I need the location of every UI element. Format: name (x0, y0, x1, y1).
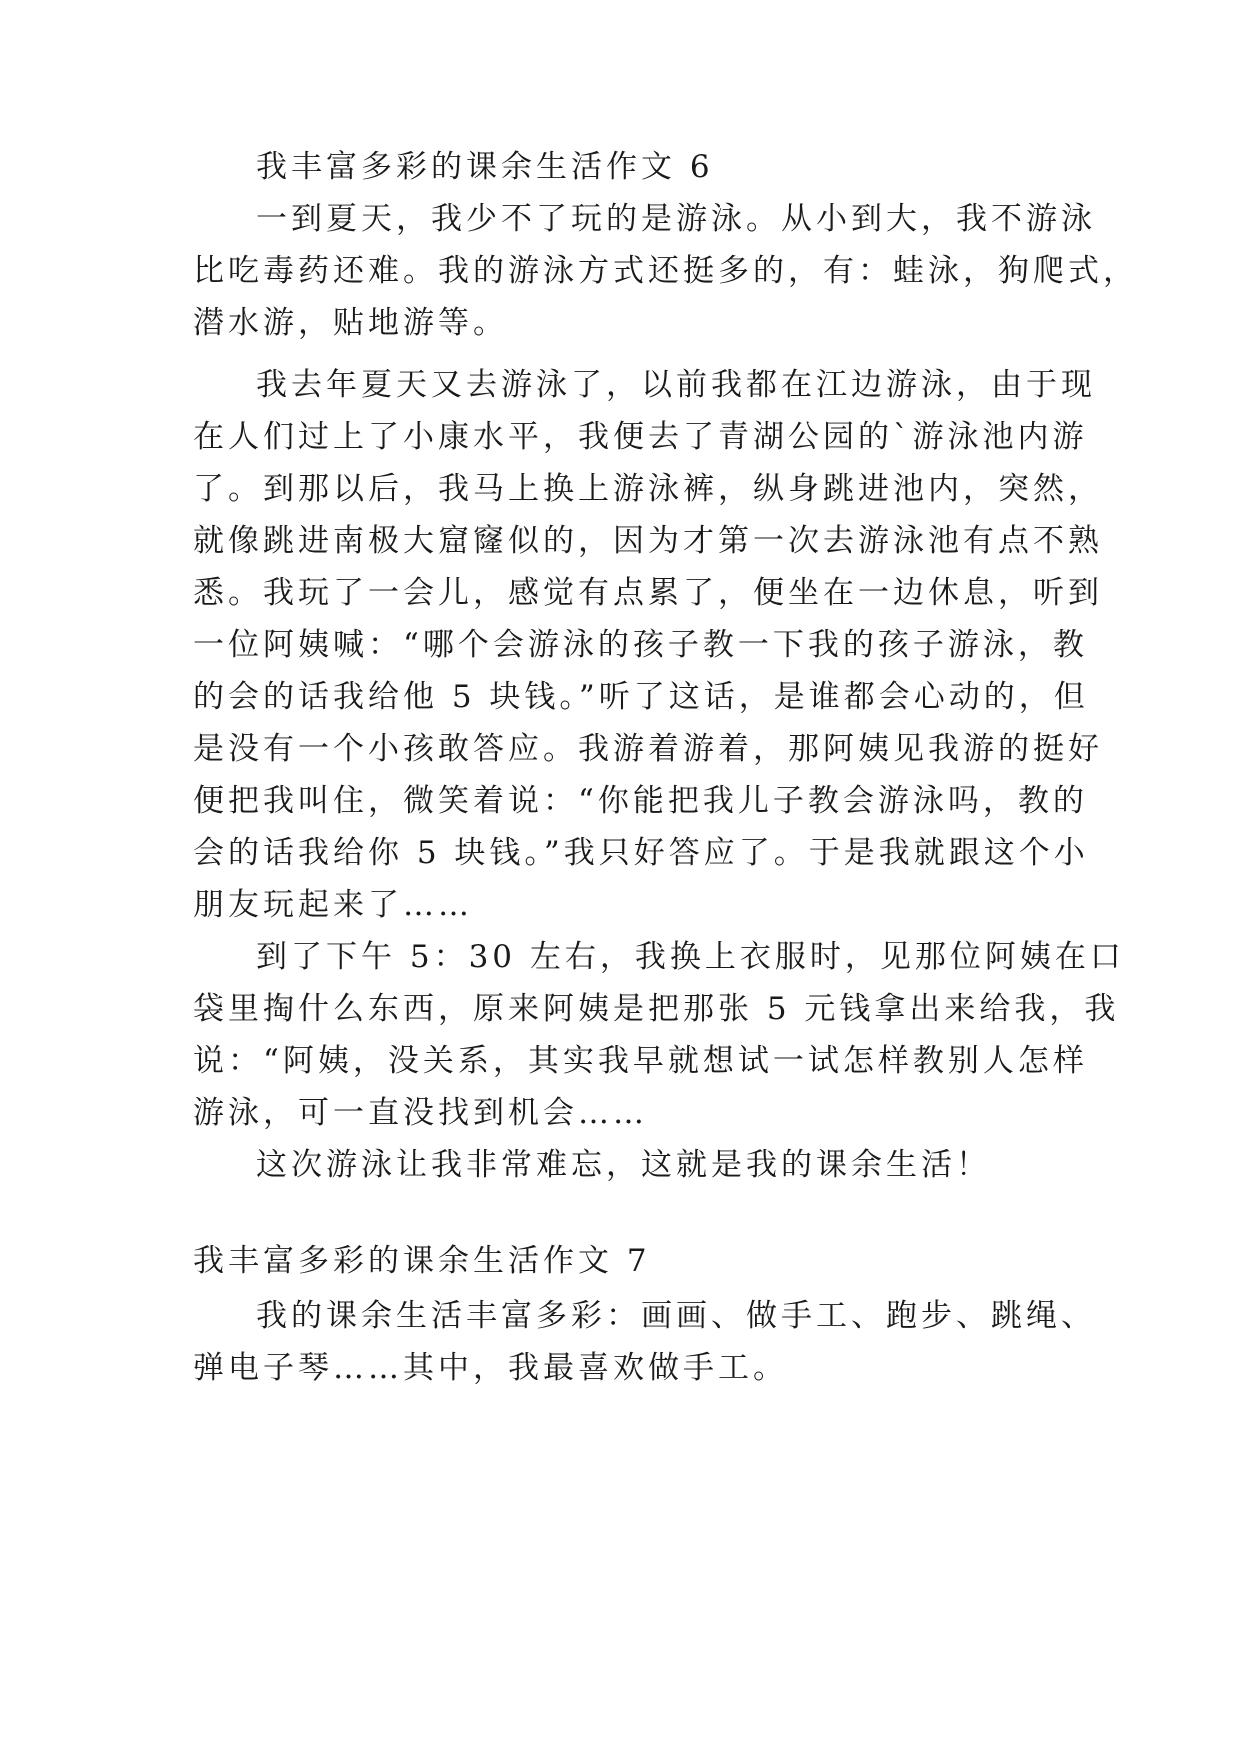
text-line: 就像跳进南极大窟窿似的，因为才第一次去游泳池有点不熟 (193, 523, 1103, 559)
text-line: 袋里掏什么东西，原来阿姨是把那张 5 元钱拿出来给我，我 (193, 991, 1120, 1027)
text-line: 一到夏天，我少不了玩的是游泳。从小到大，我不游泳 (256, 201, 1096, 237)
text-line: 一位阿姨喊：“哪个会游泳的孩子教一下我的孩子游泳，教 (193, 627, 1088, 663)
text-line: 在人们过上了小康水平，我便去了青湖公园的`游泳池内游 (193, 419, 1088, 455)
text-line: 悉。我玩了一会儿，感觉有点累了，便坐在一边休息，听到 (193, 575, 1103, 611)
text-line: 朋友玩起来了…… (193, 887, 473, 923)
essay-6-title: 我丰富多彩的课余生活作文 6 (256, 149, 714, 185)
text-line: 到了下午 5：30 左右，我换上衣服时，见那位阿姨在口 (256, 939, 1125, 975)
text-line: 我的课余生活丰富多彩：画画、做手工、跑步、跳绳、 (256, 1298, 1096, 1334)
text-line: 了。到那以后，我马上换上游泳裤，纵身跳进池内，突然， (193, 471, 1103, 507)
text-line: 游泳，可一直没找到机会…… (193, 1095, 648, 1131)
text-line: 弹电子琴……其中，我最喜欢做手工。 (193, 1350, 788, 1386)
text-line: 比吃毒药还难。我的游泳方式还挺多的，有：蛙泳，狗爬式， (193, 253, 1138, 289)
text-line: 我去年夏天又去游泳了，以前我都在江边游泳，由于现 (256, 367, 1096, 403)
text-line: 潜水游，贴地游等。 (193, 305, 508, 341)
text-line: 说：“阿姨，没关系，其实我早就想试一试怎样教别人怎样 (193, 1043, 1088, 1079)
text-line: 便把我叫住，微笑着说：“你能把我儿子教会游泳吗，教的 (193, 783, 1088, 819)
text-line: 的会的话我给他 5 块钱。”听了这话，是谁都会心动的，但 (193, 679, 1089, 715)
essay-7-title: 我丰富多彩的课余生活作文 7 (193, 1243, 651, 1279)
text-line: 会的话我给你 5 块钱。”我只好答应了。于是我就跟这个小 (193, 835, 1089, 871)
text-line: 是没有一个小孩敢答应。我游着游着，那阿姨见我游的挺好 (193, 731, 1103, 767)
text-line: 这次游泳让我非常难忘，这就是我的课余生活！ (256, 1147, 991, 1183)
